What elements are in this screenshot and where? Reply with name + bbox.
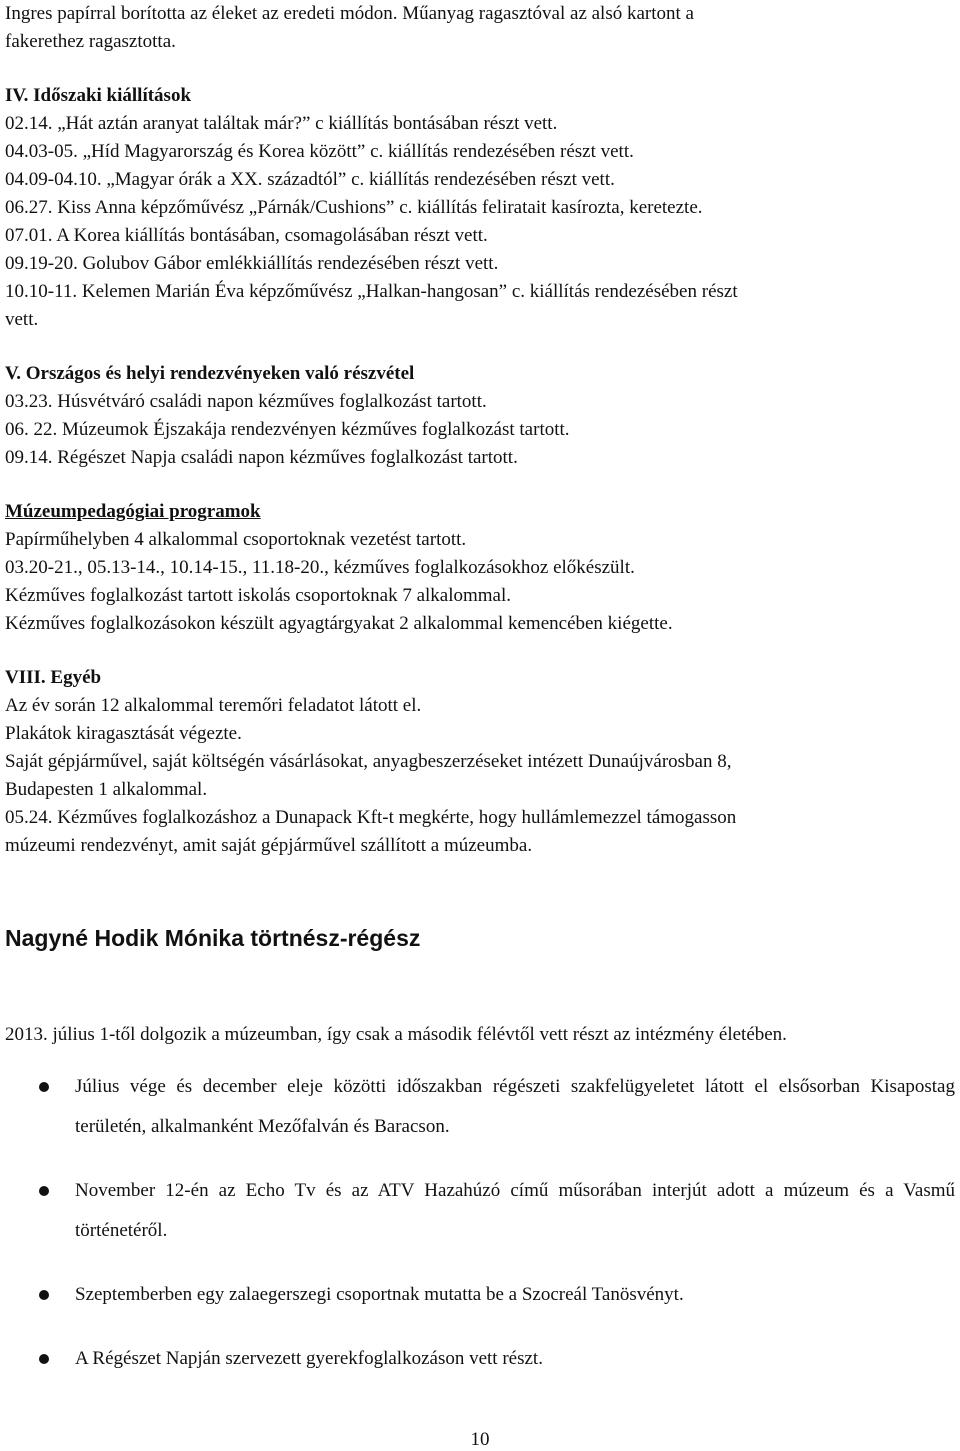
bullet-icon [39,1290,49,1300]
bullet-icon [39,1354,49,1364]
bullet-item [5,1067,955,1147]
person-intro: 2013. július 1-től dolgozik a múzeumban, így csak a második félévtől vett részt az intézmény életében. [5,1024,787,1045]
list-item: múzeumi rendezvényt, amit saját gépjárművel szállított a múzeumba. [5,835,533,856]
list-item: Plakátok kiragasztását végezte. [5,723,242,744]
section-heading: VIII. Egyéb [5,667,102,688]
list-item: 10.10-11. Kelemen Marián Éva képzőművész „Halkan-hangosan” c. kiállítás rendezésében részt [5,281,738,302]
list-item: 04.03-05. „Híd Magyarország és Korea között” c. kiállítás rendezésében részt vett. [5,141,634,162]
list-item: 06.27. Kiss Anna képzőművész „Párnák/Cushions” c. kiállítás feliratait kasírozta, keretezte. [5,197,703,218]
list-item: 06. 22. Múzeumok Éjszakája rendezvényen kézműves foglalkozást tartott. [5,419,570,440]
list-item: 09.19-20. Golubov Gábor emlékkiállítás rendezésében részt vett. [5,253,499,274]
bullet-text: Július vége és december eleje közötti időszakban régészeti szakfelügyeletet látott el elsősorban Kisapostag területén, alkalmanként Mezőfalván és Baracson. [75,1076,955,1137]
bullet-item [5,1275,955,1315]
document-page [5,0,957,860]
bullet-text: Szeptemberben egy zalaegerszegi csoportnak mutatta be a Szocreál Tanösvényt. [75,1284,684,1305]
list-item: 04.09-04.10. „Magyar órák a XX. századtól” c. kiállítás rendezésében részt vett. [5,169,615,190]
list-item: Az év során 12 alkalommal teremőri feladatot látott el. [5,695,422,716]
intro-line: Ingres papírral borította az éleket az eredeti módon. Műanyag ragasztóval az alsó kartont a [5,3,694,24]
list-item: 07.01. A Korea kiállítás bontásában, csomagolásában részt vett. [5,225,488,246]
section-heading: IV. Időszaki kiállítások [5,85,192,106]
list-item: Kézműves foglalkozást tartott iskolás csoportoknak 7 alkalommal. [5,585,512,606]
list-item: Kézműves foglalkozásokon készült agyagtárgyakat 2 alkalommal kemencében kiégette. [5,613,673,634]
bullet-item [5,1171,955,1251]
bullet-icon [39,1186,49,1196]
list-item: vett. [5,309,39,330]
page-number: 10 [470,1429,490,1450]
bullet-text: November 12-én az Echo Tv és az ATV Hazahúzó című műsorában interjút adott a múzeum és a Vasmű történetéről. [75,1180,955,1241]
bullet-text: A Régészet Napján szervezett gyerekfoglalkozáson vett részt. [75,1348,543,1369]
list-item: Saját gépjárművel, saját költségén vásárlásokat, anyagbeszerzéseket intézett Dunaújvárosban 8, [5,751,732,772]
bullet-icon [39,1082,49,1092]
list-item: Budapesten 1 alkalommal. [5,779,208,800]
bullet-item [5,1339,955,1379]
intro-line: fakerethez ragasztotta. [5,31,176,52]
list-item: 05.24. Kézműves foglalkozáshoz a Dunapack Kft-t megkérte, hogy hullámlemezzel támogasson [5,807,737,828]
section-heading: Múzeumpedagógiai programok [5,501,261,522]
list-item: 09.14. Régészet Napja családi napon kézműves foglalkozást tartott. [5,447,518,468]
list-item: 03.20-21., 05.13-14., 10.14-15., 11.18-20., kézműves foglalkozásokhoz előkészült. [5,557,635,578]
list-item: 02.14. „Hát aztán aranyat találtak már?” c kiállítás bontásában részt vett. [5,113,558,134]
person-heading: Nagyné Hodik Mónika törtnész-régész [5,925,421,951]
bullet-list [5,1067,955,1379]
section-heading: V. Országos és helyi rendezvényeken való részvétel [5,363,415,384]
list-item: 03.23. Húsvétváró családi napon kézműves foglalkozást tartott. [5,391,487,412]
list-item: Papírműhelyben 4 alkalommal csoportoknak vezetést tartott. [5,529,467,550]
